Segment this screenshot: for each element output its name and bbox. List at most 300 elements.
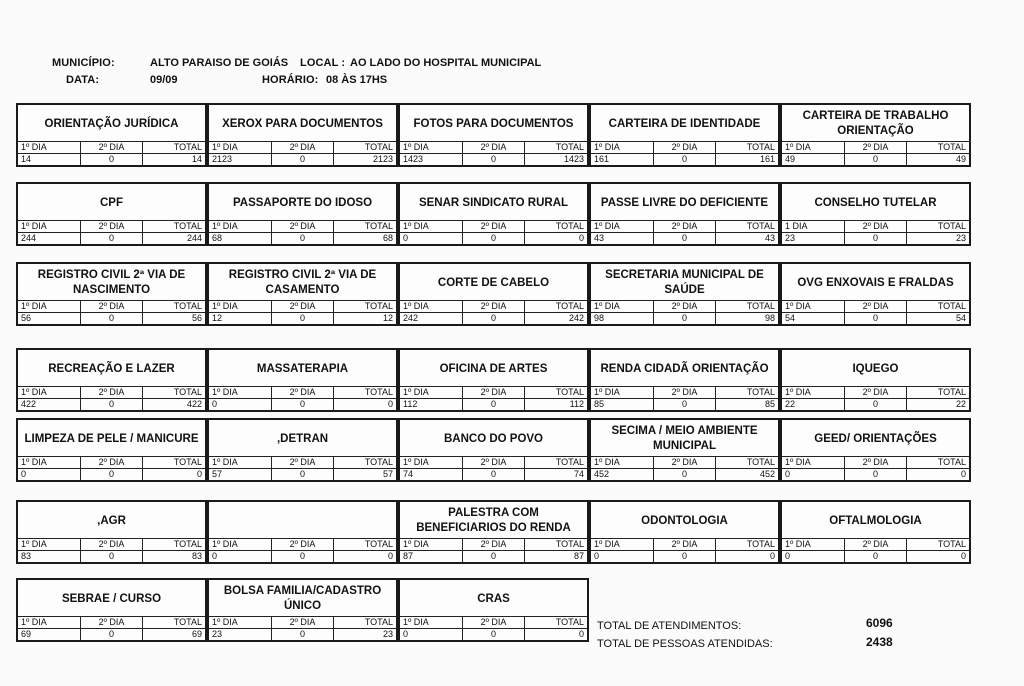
col-header-total: TOTAL	[334, 301, 396, 313]
col-header-total: TOTAL	[143, 617, 205, 629]
col-header-total: TOTAL	[525, 301, 587, 313]
total-atendimentos-value: 6096	[866, 616, 893, 630]
col-header-total: TOTAL	[143, 301, 205, 313]
value-day2: 0	[271, 399, 333, 411]
service-box	[589, 500, 780, 564]
service-box	[589, 262, 780, 326]
table-header-row	[209, 387, 396, 399]
value-total: 49	[907, 154, 969, 166]
col-header-day1: 1º DIA	[591, 142, 653, 154]
col-header-total: TOTAL	[907, 457, 969, 469]
value-day1: 0	[782, 469, 844, 481]
table-row	[782, 551, 969, 563]
horario-value: 08 ÀS 17HS	[326, 74, 388, 86]
col-header-total: TOTAL	[525, 142, 587, 154]
table-header-row	[400, 142, 587, 154]
col-header-day2: 2º DIA	[653, 387, 715, 399]
col-header-day2: 2º DIA	[271, 457, 333, 469]
table-row	[591, 313, 778, 325]
service-box	[780, 348, 971, 412]
service-box	[398, 500, 589, 564]
table-header-row	[18, 539, 205, 551]
col-header-total: TOTAL	[907, 301, 969, 313]
table-header-row	[209, 221, 396, 233]
value-day2: 0	[271, 629, 333, 641]
value-day1: 98	[591, 313, 653, 325]
service-title: SEBRAE / CURSO	[61, 592, 162, 605]
table-row	[782, 399, 969, 411]
table-header-row	[591, 457, 778, 469]
service-title: BANCO DO POVO	[443, 432, 544, 445]
service-table	[209, 220, 396, 244]
service-table	[400, 386, 587, 410]
col-header-day2: 2º DIA	[462, 221, 524, 233]
value-day1: 242	[400, 313, 462, 325]
service-title: CPF	[100, 196, 123, 209]
table-row	[782, 469, 969, 481]
table-header-row	[400, 457, 587, 469]
value-total: 98	[716, 313, 778, 325]
service-title: ORIENTAÇÃO JURÍDICA	[44, 117, 179, 130]
value-total: 74	[525, 469, 587, 481]
service-title: MASSATERAPIA	[256, 362, 349, 375]
table-header-row	[400, 387, 587, 399]
service-title: SECRETARIA MUNICIPAL DE SAÚDE	[605, 269, 764, 296]
table-header-row	[782, 539, 969, 551]
service-title: CARTEIRA DE IDENTIDADE	[608, 117, 761, 130]
service-table	[400, 616, 587, 640]
service-title: GEED/ ORIENTAÇÕES	[814, 432, 937, 445]
value-total: 54	[907, 313, 969, 325]
col-header-day1: 1º DIA	[400, 539, 462, 551]
table-header-row	[18, 221, 205, 233]
value-total: 0	[716, 551, 778, 563]
col-header-total: TOTAL	[143, 457, 205, 469]
service-table	[18, 141, 205, 165]
value-total: 1423	[525, 154, 587, 166]
service-table	[782, 456, 969, 480]
service-box	[589, 348, 780, 412]
service-table	[400, 220, 587, 244]
value-day1: 23	[782, 233, 844, 245]
col-header-total: TOTAL	[143, 539, 205, 551]
col-header-day1: 1º DIA	[18, 387, 80, 399]
col-header-total: TOTAL	[143, 387, 205, 399]
value-day2: 0	[653, 233, 715, 245]
document-header	[0, 0, 1024, 100]
col-header-total: TOTAL	[716, 457, 778, 469]
table-header-row	[209, 457, 396, 469]
col-header-day1: 1º DIA	[591, 539, 653, 551]
municipio-value: ALTO PARAISO DE GOIÁS	[150, 57, 289, 69]
service-box	[207, 418, 398, 482]
value-day2: 0	[844, 313, 906, 325]
value-total: 57	[334, 469, 396, 481]
value-total: 23	[907, 233, 969, 245]
value-total: 0	[334, 551, 396, 563]
col-header-day1: 1º DIA	[782, 539, 844, 551]
service-title: ,DETRAN	[276, 432, 329, 445]
service-box	[780, 500, 971, 564]
col-header-total: TOTAL	[907, 539, 969, 551]
service-title: PALESTRA COM BENEFICIARIOS DO RENDA	[416, 507, 571, 534]
value-total: 43	[716, 233, 778, 245]
service-table	[18, 456, 205, 480]
col-header-day1: 1º DIA	[209, 539, 271, 551]
service-box	[207, 262, 398, 326]
value-total: 68	[334, 233, 396, 245]
table-header-row	[782, 457, 969, 469]
service-box	[207, 500, 398, 564]
value-day1: 422	[18, 399, 80, 411]
value-day1: 68	[209, 233, 271, 245]
value-total: 422	[143, 399, 205, 411]
value-total: 69	[143, 629, 205, 641]
service-table	[782, 141, 969, 165]
col-header-day1: 1º DIA	[400, 387, 462, 399]
col-header-total: TOTAL	[525, 387, 587, 399]
value-total: 85	[716, 399, 778, 411]
col-header-total: TOTAL	[525, 457, 587, 469]
service-table	[591, 220, 778, 244]
value-total: 161	[716, 154, 778, 166]
value-day1: 14	[18, 154, 80, 166]
service-box	[398, 418, 589, 482]
col-header-day2: 2º DIA	[653, 142, 715, 154]
table-header-row	[400, 539, 587, 551]
value-day2: 0	[462, 154, 524, 166]
value-day1: 49	[782, 154, 844, 166]
col-header-total: TOTAL	[907, 221, 969, 233]
value-day2: 0	[844, 399, 906, 411]
col-header-day1: 1º DIA	[18, 617, 80, 629]
col-header-day2: 2º DIA	[653, 301, 715, 313]
value-total: 14	[143, 154, 205, 166]
municipio-label: MUNICÍPIO:	[52, 57, 115, 69]
table-header-row	[18, 387, 205, 399]
col-header-day1: 1º DIA	[209, 617, 271, 629]
value-day1: 0	[18, 469, 80, 481]
table-row	[209, 629, 396, 641]
col-header-day2: 2º DIA	[844, 457, 906, 469]
service-table	[591, 456, 778, 480]
value-total: 0	[334, 399, 396, 411]
table-row	[209, 154, 396, 166]
table-header-row	[209, 617, 396, 629]
service-box	[398, 262, 589, 326]
table-header-row	[782, 387, 969, 399]
service-table	[209, 456, 396, 480]
table-header-row	[209, 142, 396, 154]
service-table	[591, 538, 778, 562]
value-day1: 0	[209, 399, 271, 411]
col-header-day2: 2º DIA	[462, 387, 524, 399]
total-pessoas-value: 2438	[866, 635, 893, 649]
col-header-day2: 2º DIA	[462, 301, 524, 313]
value-day2: 0	[653, 154, 715, 166]
service-table	[782, 220, 969, 244]
table-row	[591, 399, 778, 411]
table-header-row	[782, 301, 969, 313]
col-header-day2: 2º DIA	[844, 387, 906, 399]
table-row	[400, 233, 587, 245]
value-day1: 452	[591, 469, 653, 481]
service-table	[782, 300, 969, 324]
col-header-total: TOTAL	[525, 221, 587, 233]
service-title: CORTE DE CABELO	[437, 276, 550, 289]
table-row	[400, 313, 587, 325]
col-header-total: TOTAL	[143, 221, 205, 233]
data-value: 09/09	[150, 74, 178, 86]
service-table	[591, 141, 778, 165]
value-day2: 0	[462, 629, 524, 641]
service-title	[209, 502, 396, 540]
col-header-day2: 2º DIA	[80, 221, 142, 233]
service-box	[207, 182, 398, 246]
value-day1: 23	[209, 629, 271, 641]
table-header-row	[18, 142, 205, 154]
col-header-day2: 2º DIA	[271, 301, 333, 313]
value-day2: 0	[80, 469, 142, 481]
value-total: 0	[143, 469, 205, 481]
value-day1: 2123	[209, 154, 271, 166]
col-header-day2: 2º DIA	[462, 617, 524, 629]
col-header-day2: 2º DIA	[844, 301, 906, 313]
value-total: 22	[907, 399, 969, 411]
value-day1: 0	[591, 551, 653, 563]
col-header-day2: 2º DIA	[462, 457, 524, 469]
col-header-day1: 1º DIA	[400, 301, 462, 313]
service-table	[782, 538, 969, 562]
value-total: 452	[716, 469, 778, 481]
table-header-row	[400, 221, 587, 233]
col-header-total: TOTAL	[143, 142, 205, 154]
service-box	[780, 262, 971, 326]
service-box	[398, 578, 589, 642]
value-day2: 0	[653, 551, 715, 563]
service-box	[16, 182, 207, 246]
value-day2: 0	[80, 154, 142, 166]
service-table	[400, 141, 587, 165]
value-day2: 0	[844, 233, 906, 245]
horario-label: HORÁRIO:	[262, 74, 319, 86]
col-header-day2: 2º DIA	[80, 301, 142, 313]
col-header-day2: 2º DIA	[844, 142, 906, 154]
value-day2: 0	[271, 469, 333, 481]
service-title: LIMPEZA DE PELE / MANICURE	[24, 432, 199, 445]
col-header-day2: 2º DIA	[80, 617, 142, 629]
value-day2: 0	[80, 551, 142, 563]
col-header-total: TOTAL	[525, 617, 587, 629]
table-header-row	[782, 221, 969, 233]
value-day1: 83	[18, 551, 80, 563]
col-header-day2: 2º DIA	[80, 387, 142, 399]
table-row	[209, 551, 396, 563]
value-total: 244	[143, 233, 205, 245]
service-title: RENDA CIDADÃ ORIENTAÇÃO	[600, 362, 769, 375]
service-box	[398, 182, 589, 246]
service-table	[209, 141, 396, 165]
col-header-day2: 2º DIA	[844, 539, 906, 551]
col-header-day1: 1º DIA	[400, 142, 462, 154]
col-header-day1: 1º DIA	[18, 142, 80, 154]
value-total: 0	[907, 469, 969, 481]
value-day1: 22	[782, 399, 844, 411]
col-header-day1: 1º DIA	[209, 457, 271, 469]
value-day1: 112	[400, 399, 462, 411]
service-box	[16, 500, 207, 564]
value-total: 0	[907, 551, 969, 563]
value-day2: 0	[462, 399, 524, 411]
value-day2: 0	[462, 469, 524, 481]
value-day1: 0	[400, 233, 462, 245]
service-title: REGISTRO CIVIL 2ª VIA DE NASCIMENTO	[37, 269, 186, 296]
service-box	[16, 578, 207, 642]
service-table	[18, 386, 205, 410]
value-total: 87	[525, 551, 587, 563]
table-row	[400, 399, 587, 411]
col-header-total: TOTAL	[334, 617, 396, 629]
service-table	[400, 456, 587, 480]
value-day2: 0	[80, 313, 142, 325]
service-title: OVG ENXOVAIS E FRALDAS	[797, 276, 954, 289]
service-title: FOTOS PARA DOCUMENTOS	[413, 117, 574, 130]
col-header-total: TOTAL	[716, 142, 778, 154]
col-header-total: TOTAL	[716, 301, 778, 313]
value-day2: 0	[271, 313, 333, 325]
service-table	[209, 300, 396, 324]
service-title: OFICINA DE ARTES	[439, 362, 548, 375]
table-row	[400, 154, 587, 166]
col-header-total: TOTAL	[907, 142, 969, 154]
value-day1: 87	[400, 551, 462, 563]
table-row	[209, 233, 396, 245]
col-header-total: TOTAL	[334, 142, 396, 154]
table-header-row	[209, 301, 396, 313]
col-header-day1: 1º DIA	[591, 221, 653, 233]
col-header-day2: 2º DIA	[271, 142, 333, 154]
table-header-row	[591, 301, 778, 313]
col-header-day2: 2º DIA	[653, 221, 715, 233]
service-title: REGISTRO CIVIL 2ª VIA DE CASAMENTO	[228, 269, 377, 296]
service-box	[780, 182, 971, 246]
service-table	[209, 386, 396, 410]
table-row	[18, 551, 205, 563]
value-day2: 0	[271, 551, 333, 563]
service-table	[18, 220, 205, 244]
value-total: 23	[334, 629, 396, 641]
value-day2: 0	[844, 469, 906, 481]
col-header-day2: 2º DIA	[653, 457, 715, 469]
col-header-day1: 1 DIA	[782, 221, 844, 233]
value-total: 83	[143, 551, 205, 563]
service-box	[207, 578, 398, 642]
col-header-total: TOTAL	[716, 387, 778, 399]
col-header-total: TOTAL	[525, 539, 587, 551]
col-header-day1: 1º DIA	[18, 301, 80, 313]
service-title: CARTEIRA DE TRABALHO ORIENTAÇÃO	[802, 110, 949, 137]
service-box	[398, 103, 589, 167]
col-header-day1: 1º DIA	[18, 457, 80, 469]
service-title: ,AGR	[97, 514, 126, 527]
table-row	[782, 313, 969, 325]
service-title: SENAR SINDICATO RURAL	[418, 196, 569, 209]
service-box	[16, 348, 207, 412]
value-day2: 0	[271, 233, 333, 245]
value-day1: 57	[209, 469, 271, 481]
table-row	[400, 551, 587, 563]
col-header-day2: 2º DIA	[271, 387, 333, 399]
service-box	[589, 103, 780, 167]
service-table	[209, 616, 396, 640]
value-day2: 0	[80, 629, 142, 641]
service-box	[16, 103, 207, 167]
value-day1: 161	[591, 154, 653, 166]
table-header-row	[18, 617, 205, 629]
table-header-row	[209, 539, 396, 551]
col-header-day1: 1º DIA	[209, 387, 271, 399]
total-atendimentos-label: TOTAL DE ATENDIMENTOS:	[597, 620, 742, 632]
col-header-total: TOTAL	[334, 457, 396, 469]
value-day1: 0	[782, 551, 844, 563]
table-row	[591, 551, 778, 563]
col-header-day1: 1º DIA	[209, 301, 271, 313]
service-title: CONSELHO TUTELAR	[814, 196, 937, 209]
service-table	[591, 386, 778, 410]
col-header-day1: 1º DIA	[18, 539, 80, 551]
service-title: SECIMA / MEIO AMBIENTE MUNICIPAL	[611, 425, 758, 452]
col-header-day1: 1º DIA	[209, 221, 271, 233]
table-header-row	[591, 142, 778, 154]
value-day2: 0	[653, 469, 715, 481]
table-header-row	[400, 617, 587, 629]
table-header-row	[18, 301, 205, 313]
value-total: 2123	[334, 154, 396, 166]
col-header-day2: 2º DIA	[462, 539, 524, 551]
col-header-day2: 2º DIA	[844, 221, 906, 233]
col-header-day2: 2º DIA	[462, 142, 524, 154]
service-box	[780, 418, 971, 482]
value-day2: 0	[653, 399, 715, 411]
col-header-total: TOTAL	[716, 539, 778, 551]
table-row	[209, 399, 396, 411]
value-day1: 74	[400, 469, 462, 481]
value-day2: 0	[844, 551, 906, 563]
col-header-day1: 1º DIA	[400, 221, 462, 233]
table-row	[209, 313, 396, 325]
service-table	[400, 538, 587, 562]
value-total: 0	[525, 233, 587, 245]
service-box	[207, 348, 398, 412]
table-row	[591, 469, 778, 481]
col-header-day2: 2º DIA	[80, 539, 142, 551]
col-header-day2: 2º DIA	[80, 142, 142, 154]
service-title: RECREAÇÃO E LAZER	[48, 362, 175, 375]
col-header-total: TOTAL	[907, 387, 969, 399]
table-header-row	[591, 221, 778, 233]
service-box	[207, 103, 398, 167]
value-day2: 0	[844, 154, 906, 166]
service-table	[782, 386, 969, 410]
service-title: OFTALMOLOGIA	[829, 514, 922, 527]
col-header-day1: 1º DIA	[782, 142, 844, 154]
value-day1: 69	[18, 629, 80, 641]
data-label: DATA:	[66, 74, 100, 86]
value-total: 242	[525, 313, 587, 325]
col-header-day1: 1º DIA	[782, 457, 844, 469]
service-table	[209, 538, 396, 562]
value-day1: 54	[782, 313, 844, 325]
